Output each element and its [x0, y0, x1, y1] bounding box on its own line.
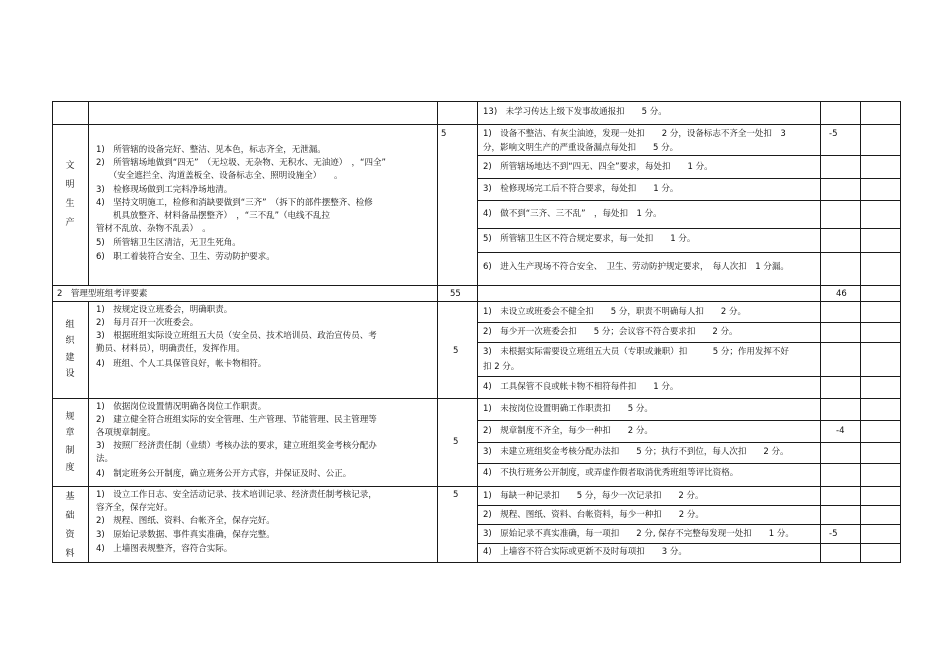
- standard-item: 3) 按照厂经济责任制（业绩）考核办法的要求，建立班组奖金考核分配办: [96, 441, 377, 451]
- category-char: 产: [65, 218, 75, 228]
- standard-item: 法。: [96, 454, 114, 464]
- deduction-row-divider: [477, 463, 901, 464]
- standard-item: 1) 依据岗位设置情况明确各岗位工作职责。: [96, 402, 267, 412]
- actual-score: -5: [829, 129, 838, 139]
- section-actual-score: 46: [836, 289, 847, 299]
- standard-item: 6) 职工着装符合安全、卫生、劳动防护要求。: [96, 252, 275, 262]
- deduction-item: 1) 设备不整洁、有灰尘油迹，发现一处扣 2 分，设备标志不齐全一处扣 3: [483, 129, 786, 139]
- category-char: 料: [65, 549, 75, 559]
- standard-item: 机具放整齐、材料备品摆整齐） ，“三不乱”（电线不乱拉: [96, 211, 331, 221]
- standard-item: 3) 检修现场做到工完料净场地清。: [96, 185, 233, 195]
- table-border-left: [52, 101, 53, 563]
- standard-item: 3) 原始记录数据、事件真实准确，保存完整。: [96, 530, 275, 540]
- deduction-item: 4) 做不到“三齐、三不乱” ，每处扣 1 分。: [483, 209, 662, 219]
- table-border-top: [52, 101, 901, 102]
- standard-score: 5: [453, 346, 459, 356]
- deduction-item: 1) 未按岗位设置明确工作职责扣 5 分。: [483, 404, 653, 414]
- deduction-row-divider: [477, 228, 901, 229]
- standard-item: 3) 根据班组实际设立班组五大员（安全员、技术培训员、政治宣传员、考: [96, 331, 377, 341]
- table-border-bottom: [52, 562, 901, 563]
- category-char: 制: [65, 446, 75, 456]
- deduction-row-divider: [477, 442, 901, 443]
- category-char: 础: [65, 511, 75, 521]
- standard-item: 管材不乱放、杂物不乱丢） 。: [96, 224, 211, 234]
- category-char: 章: [65, 428, 75, 438]
- category-char: 明: [65, 180, 75, 190]
- actual-score: -5: [829, 529, 838, 539]
- section-title: 2 管理型班组考评要素: [57, 289, 148, 299]
- standard-item: 容齐全，保存完好。: [96, 503, 173, 513]
- standard-item: 2) 规程、图纸、资料、台帐齐全，保存完好。: [96, 516, 275, 526]
- deduction-item: 6) 进入生产现场不符合安全、 卫生、劳动防护规定要求， 每人次扣 1 分漏。: [483, 262, 789, 272]
- standard-item: 2) 每月召开一次班委会。: [96, 318, 199, 328]
- standard-item: 4) 制定班务公开制度，确立班务公开方式容，并保证及时、公正。: [96, 469, 352, 479]
- deduction-row-divider: [477, 252, 901, 253]
- deduction-row-divider: [477, 155, 901, 156]
- deduction-row-divider: [477, 200, 901, 201]
- section-score: 55: [450, 289, 461, 299]
- deduction-row-divider: [477, 524, 901, 525]
- category-char: 生: [65, 199, 75, 209]
- deduction-row-divider: [477, 505, 901, 506]
- deduction-item: 1) 每缺一种记录扣 5 分，每少一次记录扣 2 分。: [483, 491, 704, 501]
- score-column-right: [477, 101, 478, 563]
- standard-item: 2) 所管辖场地做到“四无” （无垃圾、无杂物、无积水、无油迹） ，“四全”: [96, 158, 386, 168]
- standard-item: 4) 班组、个人工具保管良好，帐卡物相符。: [96, 359, 267, 369]
- category-column-divider: [88, 101, 89, 285]
- deduction-item: 扣 2 分。: [483, 362, 520, 372]
- deduction-item: 3) 原始记录不真实准确，每一项扣 2 分, 保存不完整每发现一处扣 1 分。: [483, 529, 794, 539]
- standard-score: 5: [453, 437, 459, 447]
- deduction-item: 3) 未建立班组奖金考核分配办法扣 5 分；执行不到位，每人次扣 2 分。: [483, 447, 789, 457]
- standard-item: 4) 上墙图表规整齐，容符合实际。: [96, 544, 233, 554]
- category-char: 度: [65, 463, 75, 473]
- standard-item: （安全遮拦全、沟道盖板全、设备标志全、照明设施全） 。: [96, 171, 343, 181]
- standard-item: 4) 坚持文明施工，检修和消缺要做到“三齐” （拆下的部件摆整齐、检修: [96, 198, 373, 208]
- deduction-item: 3) 未根据实际需要设立班组五大员（专职或兼职）扣 5 分；作用发挥不好: [483, 347, 789, 357]
- deduction-column-right: [820, 101, 821, 563]
- category-column-divider: [88, 301, 89, 563]
- standard-item: 各项规章制度。: [96, 428, 156, 438]
- deduction-item: 3) 检修现场完工后不符合要求，每处扣 1 分。: [483, 184, 679, 194]
- category-char: 织: [65, 336, 75, 346]
- deduction-item: 分，影响文明生产的严重设备漏点每处扣 5 分。: [483, 143, 679, 153]
- deduction-item: 2) 规章制度不齐全，每少一种扣 2 分。: [483, 426, 653, 436]
- category-char: 规: [65, 412, 75, 422]
- deduction-row-divider: [477, 342, 901, 343]
- category-char: 基: [65, 492, 75, 502]
- deduction-row-divider: [477, 322, 901, 323]
- actual-column-right: [860, 101, 861, 563]
- row-divider: [52, 285, 901, 286]
- standard-item: 1) 所管辖的设备完好、整洁、见本色，标志齐全，无泄漏。: [96, 145, 326, 155]
- deduction-item: 4) 上墙容不符合实际或更新不及时每项扣 3 分。: [483, 547, 687, 557]
- row-divider: [52, 124, 901, 125]
- deduction-item: 2) 所管辖场地达不到“四无、四全”要求，每处扣 1 分。: [483, 162, 713, 172]
- deduction-item: 1) 未设立或班委会不健全扣 5 分，职责不明确每人扣 2 分。: [483, 307, 746, 317]
- deduction-item: 4) 工具保管不良或帐卡物不相符每件扣 1 分。: [483, 382, 679, 392]
- standard-item: 5) 所管辖卫生区清洁，无卫生死角。: [96, 238, 241, 248]
- standard-score: 5: [441, 129, 447, 139]
- row-divider: [52, 486, 901, 487]
- deduction-row-divider: [477, 376, 901, 377]
- category-char: 组: [65, 320, 75, 330]
- row-divider: [52, 301, 901, 302]
- score-column-left: [437, 101, 438, 563]
- standard-score: 5: [453, 490, 459, 500]
- actual-score: -4: [836, 426, 845, 436]
- category-char: 资: [65, 530, 75, 540]
- standard-item: 1) 设立工作日志、安全活动记录、技术培训记录、经济责任制考核记录，: [96, 490, 377, 500]
- deduction-item: 2) 每少开一次班委会扣 5 分；会议容不符合要求扣 2 分。: [483, 327, 738, 337]
- category-char: 建: [65, 353, 75, 363]
- category-char: 文: [65, 161, 75, 171]
- category-char: 设: [65, 369, 75, 379]
- standard-item: 1) 按规定设立班委会，明确职责。: [96, 305, 233, 315]
- deduction-item: 13) 未学习传达上级下发事故通报扣 5 分。: [483, 107, 667, 117]
- deduction-row-divider: [477, 178, 901, 179]
- deduction-item: 4) 不执行班务公开制度，或弄虚作假者取消优秀班组等评比资格。: [483, 468, 739, 478]
- table-border-right: [900, 101, 901, 563]
- row-divider: [52, 398, 901, 399]
- deduction-row-divider: [477, 420, 901, 421]
- deduction-item: 2) 规程、图纸、资料、台帐资料，每少一种扣 2 分。: [483, 510, 704, 520]
- standard-item: 勤员、材料员），明确责任，发挥作用。: [96, 344, 245, 354]
- deduction-item: 5) 所管辖卫生区不符合规定要求，每一处扣 1 分。: [483, 234, 696, 244]
- deduction-row-divider: [477, 543, 901, 544]
- standard-item: 2) 建立健全符合班组实际的安全管理、生产管理、节能管理、民主管理等: [96, 415, 377, 425]
